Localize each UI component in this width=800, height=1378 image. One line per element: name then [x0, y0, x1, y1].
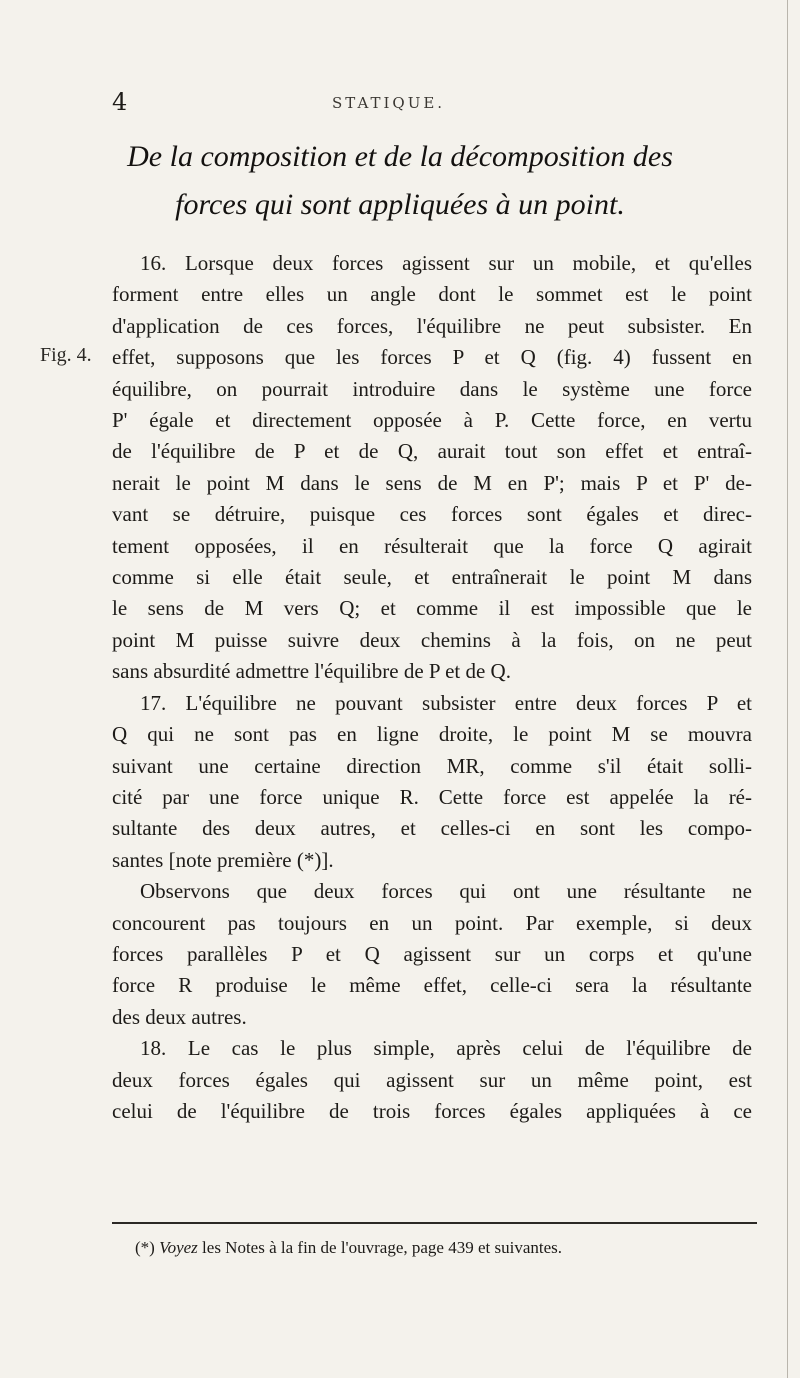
text-line: celui de l'équilibre de trois forces égales appliquées à ce: [112, 1098, 752, 1123]
footnote-text: les Notes à la fin de l'ouvrage, page 439 et suivantes.: [202, 1238, 563, 1257]
section-title-line-1: De la composition et de la décomposition des: [127, 140, 673, 173]
text-line: de l'équilibre de P et de Q, aurait tout son effet et entraî-: [112, 439, 752, 464]
figure-margin-note: Fig. 4.: [40, 344, 92, 366]
text-line: 18. Le cas le plus simple, après celui de l'équilibre de: [140, 1036, 752, 1061]
text-line: vant se détruire, puisque ces forces sont égales et direc-: [112, 502, 752, 527]
text-line: équilibre, on pourrait introduire dans le système une force: [112, 376, 752, 401]
running-head: [112, 88, 652, 118]
text-line: suivant une certaine direction MR, comme s'il était solli-: [112, 753, 752, 778]
section-title-line-2: forces qui sont appliquées à un point.: [175, 188, 625, 221]
footnote-rule: [112, 1222, 757, 1224]
text-line: concourent pas toujours en un point. Par exemple, si deux: [112, 910, 752, 935]
text-line: point M puisse suivre deux chemins à la fois, on ne peut: [112, 627, 752, 652]
text-line: 17. L'équilibre ne pouvant subsister entre deux forces P et: [140, 690, 752, 715]
text-line: effet, supposons que les forces P et Q (fig. 4) fussent en: [112, 345, 752, 370]
footnote-voyez: Voyez: [159, 1238, 198, 1257]
text-line: forces parallèles P et Q agissent sur un corps et qu'une: [112, 941, 752, 966]
text-line: tement opposées, il en résulterait que la force Q agirait: [112, 533, 752, 558]
body-text: [112, 248, 752, 1127]
text-line: d'application de ces forces, l'équilibre ne peut subsister. En: [112, 313, 752, 338]
footnote-marker: (*): [135, 1238, 155, 1257]
text-line: cité par une force unique R. Cette force est appelée la ré-: [112, 784, 752, 809]
page-number: 4: [112, 88, 128, 116]
text-line: comme si elle était seule, et entraînerait le point M dans: [112, 565, 752, 590]
text-line: nerait le point M dans le sens de M en P'; mais P et P' de-: [112, 470, 752, 495]
text-line: santes [note première (*)].: [112, 847, 334, 872]
running-head-title: STATIQUE.: [332, 94, 446, 112]
text-line: le sens de M vers Q; et comme il est impossible que le: [112, 596, 752, 621]
text-line: sans absurdité admettre l'équilibre de P et de Q.: [112, 659, 511, 684]
page-edge-line: [787, 0, 788, 1378]
text-line: 16. Lorsque deux forces agissent sur un mobile, et qu'elles: [140, 251, 752, 275]
text-line: forment entre elles un angle dont le sommet est le point: [112, 282, 752, 307]
text-line: sultante des deux autres, et celles-ci en sont les compo-: [112, 816, 752, 841]
text-line: Q qui ne sont pas en ligne droite, le point M se mouvra: [112, 722, 752, 747]
text-line: des deux autres.: [112, 1004, 247, 1029]
text-line: force R produise le même effet, celle-ci sera la résultante: [112, 973, 752, 998]
text-line: deux forces égales qui agissent sur un même point, est: [112, 1067, 752, 1092]
footnote: [135, 1238, 755, 1258]
text-line: Observons que deux forces qui ont une résultante ne: [140, 879, 752, 904]
section-title: [100, 133, 700, 229]
text-line: P' égale et directement opposée à P. Cette force, en vertu: [112, 408, 752, 433]
